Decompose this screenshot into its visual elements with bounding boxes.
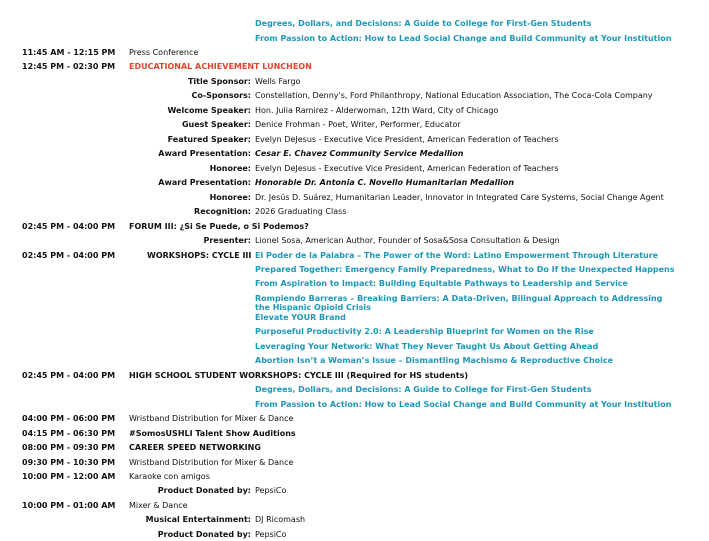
session-link[interactable]: Degrees, Dollars, and Decisions: A Guide to College for First-Gen Students	[255, 19, 592, 28]
detail-label: Presenter:	[203, 236, 251, 245]
detail-value: Denice Frohman - Poet, Writer, Performer, Educator	[255, 120, 461, 129]
detail-value: Evelyn DeJesus - Executive Vice President, American Federation of Teachers	[255, 135, 559, 144]
detail-value: Wells Fargo	[255, 77, 301, 86]
detail-value: Lionel Sosa, American Author, Founder of Sosa&Sosa Consultation & Design	[255, 236, 560, 245]
detail-value: Hon. Julia Ramirez - Alderwoman, 12th Ward, City of Chicago	[255, 106, 499, 115]
session-link[interactable]: Degrees, Dollars, and Decisions: A Guide to College for First-Gen Students	[255, 385, 592, 394]
detail-label: Honoree:	[209, 193, 251, 202]
award-name: Honorable Dr. Antonia C. Novello Humanitarian Medallion	[255, 178, 515, 187]
detail-label: Co-Sponsors:	[191, 91, 251, 100]
event-title: HIGH SCHOOL STUDENT WORKSHOPS: CYCLE III (Required for HS students)	[129, 371, 469, 380]
event-title: FORUM III: ¿Si Se Puede, o Si Podemos?	[129, 222, 309, 231]
session-link[interactable]: El Poder de la Palabra – The Power of the Word: Latino Empowerment Through Literature	[255, 251, 659, 260]
detail-label: Welcome Speaker:	[167, 106, 251, 115]
detail-value: Constellation, Denny's, Ford Philanthropy, National Education Association, The Coca-Cola Company	[255, 91, 653, 100]
session-link[interactable]: Prepared Together: Emergency Family Preparedness, What to Do If the Unexpected Happens	[255, 265, 675, 274]
session-link[interactable]: From Aspiration to Impact: Building Equitable Pathways to Leadership and Service	[255, 279, 628, 288]
event-title: EDUCATIONAL ACHIEVEMENT LUNCHEON	[129, 62, 312, 71]
time-slot: 04:15 PM - 06:30 PM	[22, 429, 116, 438]
time-slot: 12:45 PM - 02:30 PM	[22, 62, 116, 71]
detail-label: Award Presentation:	[158, 149, 251, 158]
event-title: CAREER SPEED NETWORKING	[129, 443, 261, 452]
event-title: Mixer & Dance	[129, 501, 188, 510]
session-link[interactable]: Purposeful Productivity 2.0: A Leadership Blueprint for Women on the Rise	[255, 327, 594, 336]
time-slot: 10:00 PM - 12:00 AM	[22, 472, 116, 481]
detail-value: PepsiCo	[255, 530, 287, 539]
session-link[interactable]: Abortion Isn’t a Woman’s Issue – Dismantling Machismo & Reproductive Choice	[255, 356, 614, 365]
detail-label: Title Sponsor:	[187, 77, 251, 86]
time-slot: 04:00 PM - 06:00 PM	[22, 414, 116, 423]
session-link[interactable]: From Passion to Action: How to Lead Social Change and Build Community at Your Institution	[255, 400, 672, 409]
detail-value: 2026 Graduating Class	[255, 207, 347, 216]
detail-label: Musical Entertainment:	[145, 515, 251, 524]
detail-label: Featured Speaker:	[167, 135, 251, 144]
time-slot: 02:45 PM - 04:00 PM	[22, 222, 116, 231]
detail-value: Dr. Jesús D. Suárez, Humanitarian Leader, Innovator in Integrated Care Systems, Social Change Agent	[255, 193, 664, 202]
time-slot: 09:30 PM - 10:30 PM	[22, 458, 116, 467]
session-link[interactable]: Rompiendo Barreras – Breaking Barriers: A Data-Driven, Bilingual Approach to Addressing the Hispanic Opioid Crisis	[255, 294, 663, 312]
session-link[interactable]: Leveraging Your Network: What They Never Taught Us About Getting Ahead	[255, 342, 599, 351]
detail-label: Product Donated by:	[157, 486, 251, 495]
session-link[interactable]: From Passion to Action: How to Lead Social Change and Build Community at Your Institution	[255, 34, 672, 43]
award-name: Cesar E. Chavez Community Service Medallion	[255, 149, 464, 158]
event-title: Wristband Distribution for Mixer & Dance	[129, 414, 294, 423]
event-title: Wristband Distribution for Mixer & Dance	[129, 458, 294, 467]
time-slot: 02:45 PM - 04:00 PM	[22, 371, 116, 380]
time-slot: 02:45 PM - 04:00 PM	[22, 251, 116, 260]
detail-value: Evelyn DeJesus - Executive Vice President, American Federation of Teachers	[255, 164, 559, 173]
detail-label: Guest Speaker:	[181, 120, 251, 129]
event-title: Press Conference	[129, 48, 199, 57]
time-slot: 10:00 PM - 01:00 AM	[22, 501, 116, 510]
detail-value: PepsiCo	[255, 486, 287, 495]
detail-value: DJ Ricomash	[255, 515, 306, 524]
time-slot: 11:45 AM - 12:15 PM	[22, 48, 116, 57]
session-link[interactable]: Elevate YOUR Brand	[255, 313, 346, 322]
detail-label: Recognition:	[194, 207, 251, 216]
detail-label: Award Presentation:	[158, 178, 251, 187]
event-title: Karaoke con amigos	[129, 472, 210, 481]
detail-label: Product Donated by:	[157, 530, 251, 539]
time-slot: 08:00 PM - 09:30 PM	[22, 443, 116, 452]
event-title: WORKSHOPS: CYCLE III	[147, 251, 252, 260]
event-title: #SomosUSHLI Talent Show Auditions	[129, 429, 296, 438]
detail-label: Honoree:	[209, 164, 251, 173]
